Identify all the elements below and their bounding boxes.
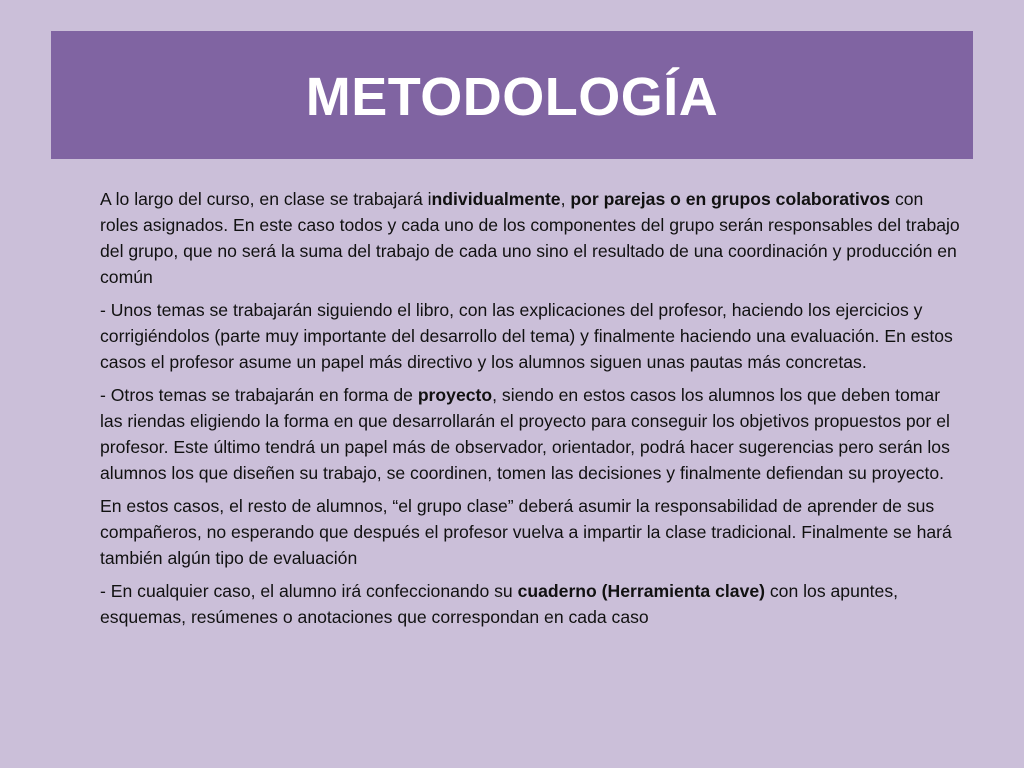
body-paragraph — [100, 297, 962, 375]
text-run: con roles asignados. En este caso todos y cada uno de los componentes del grupo serán responsables del trabajo del grupo, que no será la suma del trabajo de cada uno sino el resultado de una coordinación y producción en común — [100, 189, 960, 287]
bold-text-run: cuaderno (Herramienta clave) — [517, 581, 765, 601]
text-run: , — [560, 189, 571, 209]
bold-text-run: proyecto — [417, 385, 493, 405]
text-run: En estos casos, el resto de alumnos, “el grupo clase” deberá asumir la responsabilidad de aprender de sus compañeros, no esperando que después el profesor vuelva a impartir la clase tradicional. Finalmente se hará también algún tipo de evaluación — [100, 496, 952, 568]
body-paragraph — [100, 382, 962, 486]
text-run: con los apuntes, esquemas, resúmenes o anotaciones que correspondan en cada caso — [100, 581, 899, 627]
text-run: - Unos temas se trabajarán siguiendo el libro, con las explicaciones del profesor, haciendo los ejercicios y corrigiéndolos (parte muy importante del desarrollo del tema) y finalmente haciendo una evaluación. En estos casos el profesor asume un papel más directivo y los alumnos siguen unas pautas más concretas. — [100, 300, 953, 372]
body-paragraph — [100, 578, 962, 630]
body-paragraph — [100, 493, 962, 571]
title-bar — [51, 31, 973, 159]
slide-body — [100, 186, 962, 637]
text-run: - En cualquier caso, el alumno irá confeccionando su — [100, 581, 518, 601]
text-run: - Otros temas se trabajarán en forma de — [100, 385, 418, 405]
slide-title: METODOLOGÍA — [305, 67, 719, 127]
bold-text-run: por parejas o en grupos colaborativos — [570, 189, 891, 209]
text-run: , siendo en estos casos los alumnos los que deben tomar las riendas eligiendo la forma en que desarrollarán el proyecto para conseguir los objetivos propuestos por el profesor. Este último tendrá un papel más de observador, orientador, podrá hacer sugerencias pero serán los alumnos los que diseñen su trabajo, se coordinen, tomen las decisiones y finalmente defiendan su proyecto. — [100, 385, 950, 483]
bold-text-run: ndividualmente — [431, 189, 561, 209]
text-run: A lo largo del curso, en clase se trabajará i — [100, 189, 432, 209]
body-paragraph — [100, 186, 962, 290]
